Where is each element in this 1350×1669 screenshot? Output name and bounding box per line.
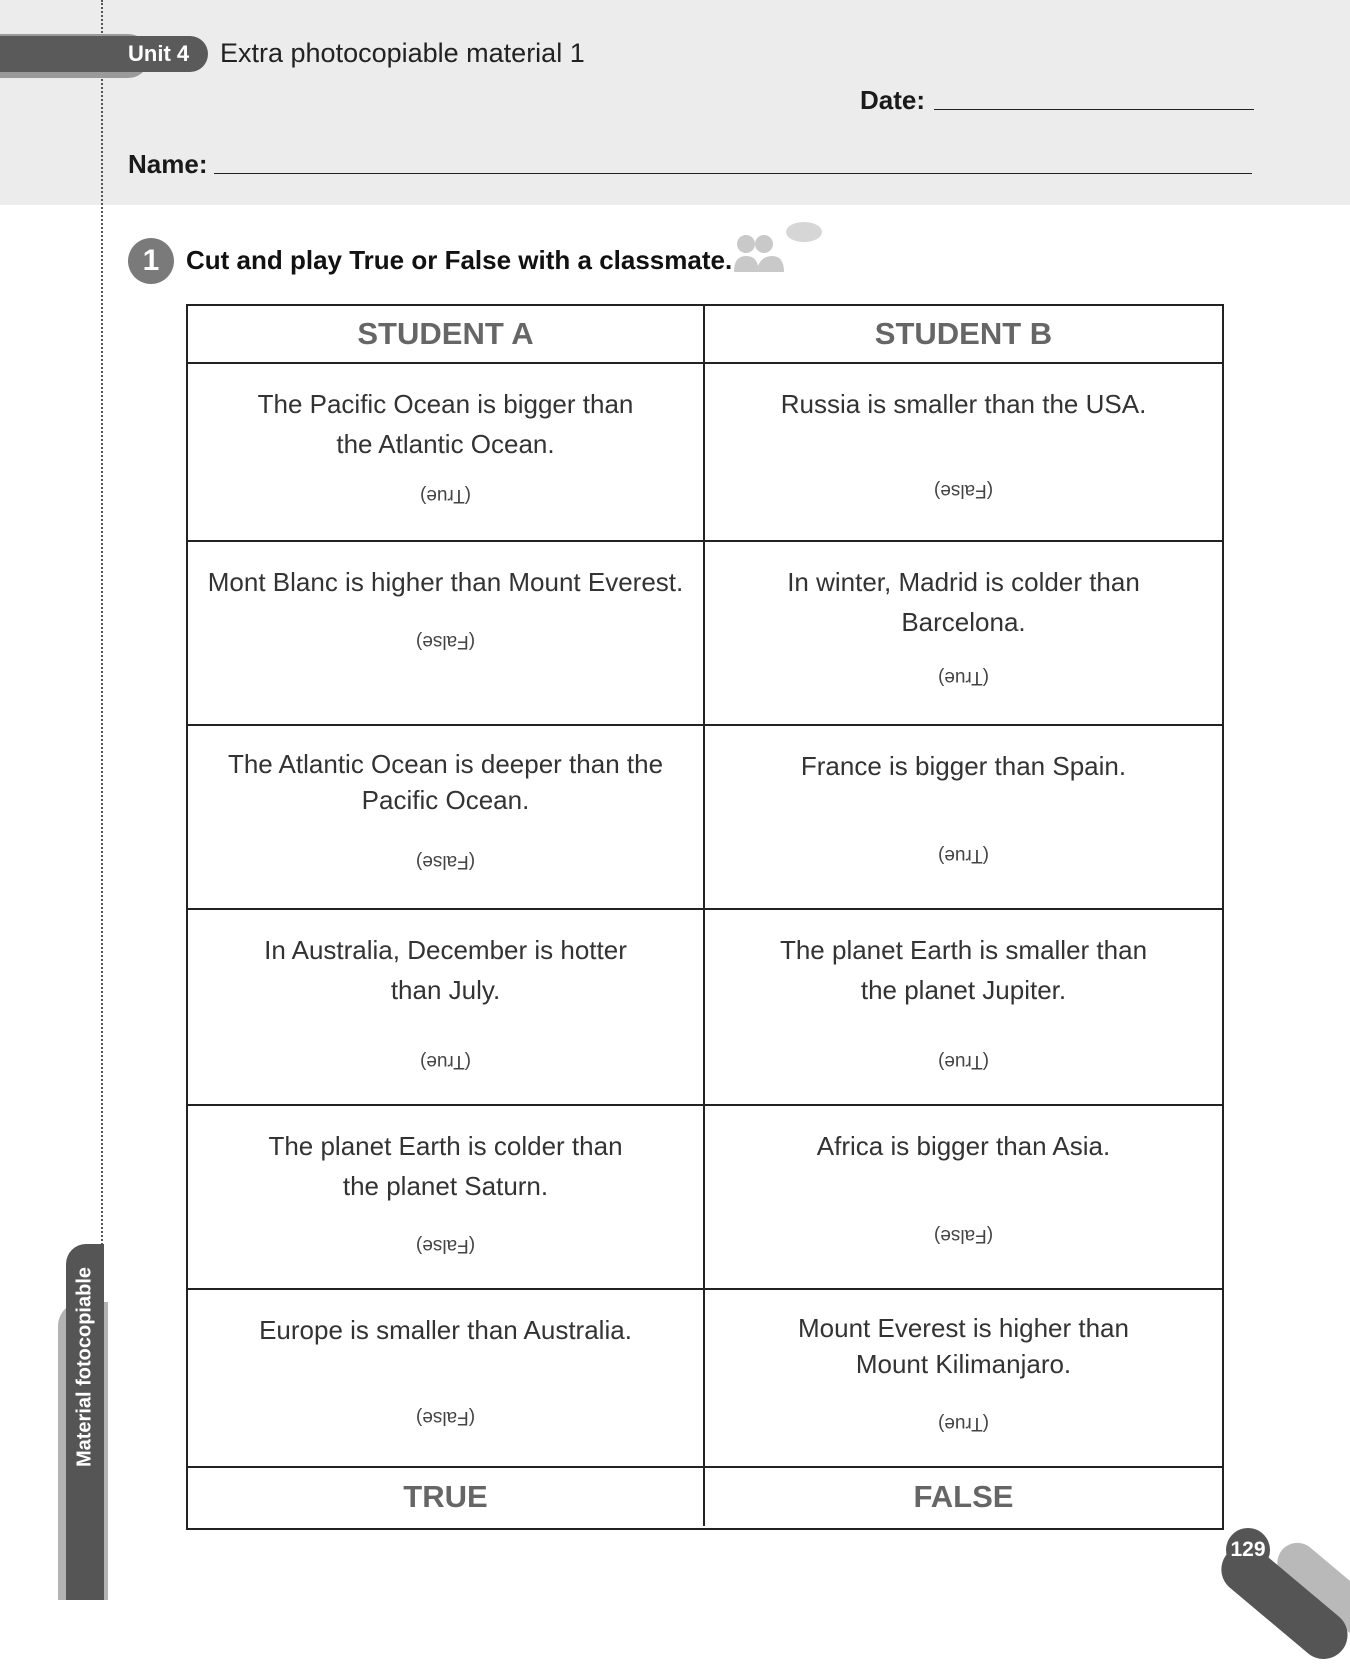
card-student-b[interactable] [705, 542, 1222, 726]
pair-work-icon [732, 220, 824, 280]
answer-upside-down: (False) [415, 851, 476, 872]
statement: The planet Earth is colder than the planet Saturn. [268, 1131, 623, 1201]
answer-upside-down: (True) [937, 1051, 990, 1072]
statement: Mount Everest is higher than Mount Kilimanjaro. [798, 1313, 1129, 1379]
answer-upside-down: (False) [933, 480, 994, 501]
statement: Russia is smaller than the USA. [780, 389, 1147, 419]
answer-upside-down: (True) [419, 1051, 472, 1072]
table-footer-false: FALSE [913, 1479, 1014, 1514]
answer-upside-down: (True) [937, 845, 990, 866]
answer-upside-down: (False) [415, 1407, 476, 1428]
table-header-student-a: STUDENT A [188, 306, 705, 364]
card-student-b[interactable] [705, 726, 1222, 910]
answer-upside-down: (True) [937, 1413, 990, 1434]
statement: Mont Blanc is higher than Mount Everest. [207, 567, 684, 597]
answer-upside-down: (True) [937, 667, 990, 688]
statement: In Australia, December is hotter than July. [264, 935, 627, 1005]
date-field[interactable] [934, 109, 1254, 110]
card-student-a[interactable] [188, 1106, 705, 1290]
statement: The Atlantic Ocean is deeper than the Pacific Ocean. [227, 749, 664, 815]
name-field[interactable] [214, 173, 1252, 174]
card-student-a[interactable] [188, 1290, 705, 1468]
card-student-a[interactable] [188, 364, 705, 542]
table-footer-true: TRUE [188, 1468, 705, 1526]
statement: Europe is smaller than Australia. [259, 1315, 632, 1345]
statement: In winter, Madrid is colder than Barcelona. [787, 567, 1140, 637]
unit-label: Unit 4 [128, 41, 190, 66]
date-label: Date: [860, 85, 926, 115]
activity-number: 1 [128, 238, 174, 284]
card-student-b[interactable] [705, 1106, 1222, 1290]
card-student-b[interactable] [705, 1290, 1222, 1468]
card-student-a[interactable] [188, 542, 705, 726]
true-false-table [186, 304, 1224, 1530]
name-label: Name: [128, 149, 208, 179]
answer-upside-down: (True) [419, 485, 472, 506]
answer-upside-down: (False) [415, 1235, 476, 1256]
statement: France is bigger than Spain. [800, 751, 1127, 781]
statement: Africa is bigger than Asia. [816, 1131, 1111, 1161]
table-header-student-b: STUDENT B [705, 306, 1222, 364]
page-title: Extra photocopiable material 1 [220, 38, 585, 68]
card-student-a[interactable] [188, 910, 705, 1106]
card-student-b[interactable] [705, 364, 1222, 542]
answer-upside-down: (False) [415, 631, 476, 652]
card-student-a[interactable] [188, 726, 705, 910]
card-student-b[interactable] [705, 910, 1222, 1106]
answer-upside-down: (False) [933, 1225, 994, 1246]
page-number: 129 [1226, 1528, 1270, 1572]
side-tab-label: Material fotocopiable [73, 1266, 96, 1468]
statement: The planet Earth is smaller than the planet Jupiter. [779, 935, 1148, 1005]
statement: The Pacific Ocean is bigger than the Atlantic Ocean. [257, 389, 634, 459]
activity-instruction: Cut and play True or False with a classmate. [186, 245, 733, 275]
